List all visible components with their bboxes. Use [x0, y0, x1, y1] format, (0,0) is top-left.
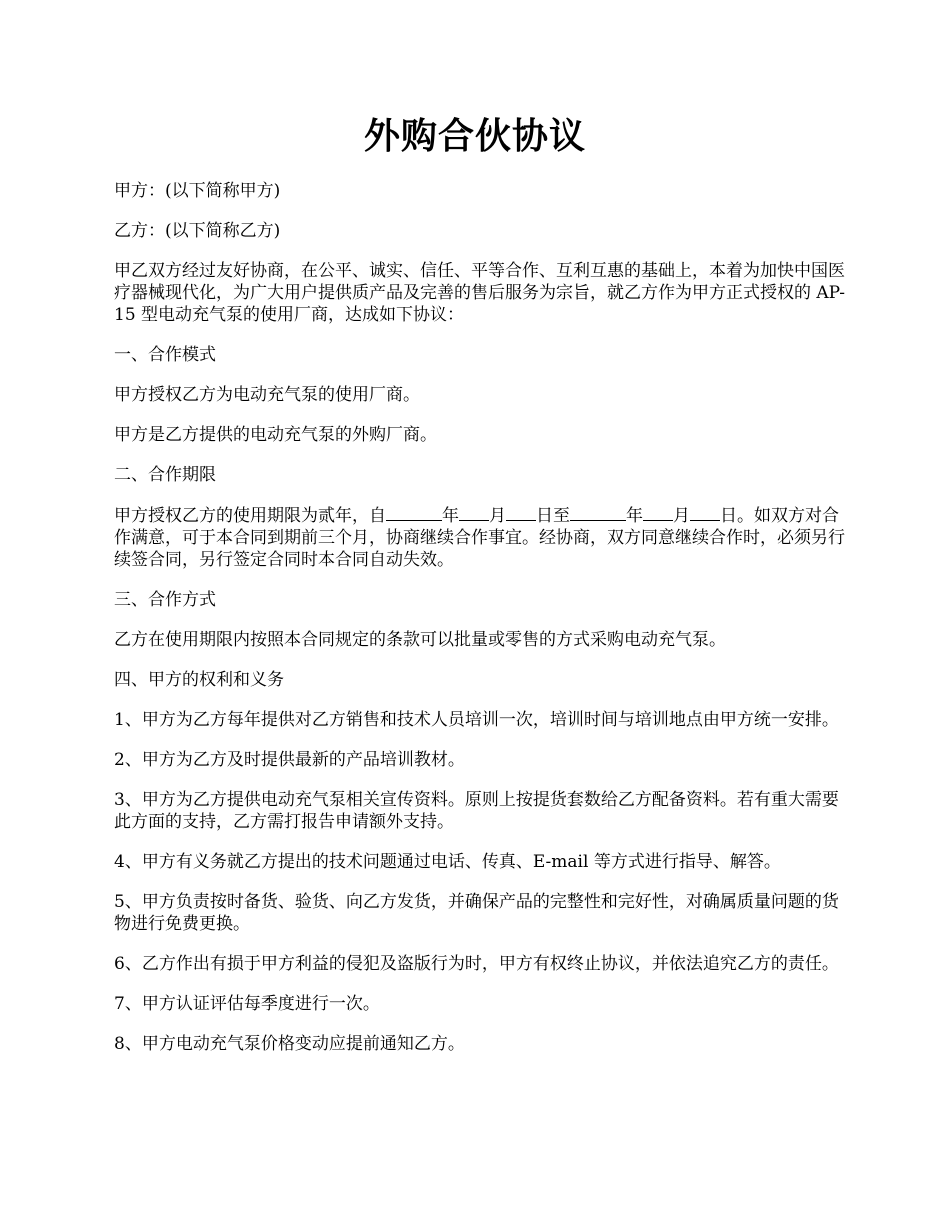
start-year-blank [386, 504, 442, 521]
section3-paragraph-1: 乙方在使用期限内按照本合同规定的条款可以批量或零售的方式采购电动充气泵。 [114, 630, 726, 650]
section-heading-party-a-rights: 四、甲方的权利和义务 [114, 670, 284, 690]
list-item: 1、甲方为乙方每年提供对乙方销售和技术人员培训一次，培训时间与培训地点由甲方统一安排。 [114, 710, 839, 730]
end-day-blank [690, 504, 720, 521]
start-day-blank [506, 504, 536, 521]
term-suffix: 如双方对合作满意，可于本合同到期前三个月，协商继续合作事宜。经协商，双方同意继续合作时，必须另行续签合同，另行签定合同时本合同自动失效。 [114, 506, 845, 570]
party-b-line: 乙方：(以下简称乙方) [114, 221, 281, 241]
party-a-line: 甲方：(以下简称甲方) [114, 181, 281, 201]
list-item: 8、甲方电动充气泵价格变动应提前通知乙方。 [114, 1034, 465, 1054]
list-item: 2、甲方为乙方及时提供最新的产品培训教材。 [114, 750, 465, 770]
end-year-blank [570, 504, 626, 521]
list-item: 7、甲方认证评估每季度进行一次。 [114, 994, 380, 1014]
day-until-label: 日至 [536, 506, 570, 526]
section1-paragraph-2: 甲方是乙方提供的电动充气泵的外购厂商。 [114, 425, 437, 445]
end-year-label: 年 [626, 506, 643, 526]
list-item: 5、甲方负责按时备货、验货、向乙方发货，并确保产品的完整性和完好性，对确属质量问题的货物进行免费更换。 [114, 892, 839, 934]
end-month-label: 月 [673, 506, 690, 526]
section2-term-paragraph [114, 504, 850, 571]
section1-paragraph-1: 甲方授权乙方为电动充气泵的使用厂商。 [114, 385, 420, 405]
document-body [114, 180, 850, 1073]
list-item: 3、甲方为乙方提供电动充气泵相关宣传资料。原则上按提货套数给乙方配备资料。若有重大需要此方面的支持，乙方需打报告申请额外支持。 [114, 790, 839, 832]
section-heading-cooperation-method: 三、合作方式 [114, 590, 216, 610]
day-end-label: 日。 [720, 506, 754, 526]
section-heading-cooperation-term: 二、合作期限 [114, 465, 216, 485]
list-item: 4、甲方有义务就乙方提出的技术问题通过电话、传真、E-mail 等方式进行指导、解答。 [114, 852, 781, 872]
start-month-blank [459, 504, 489, 521]
start-month-label: 月 [489, 506, 506, 526]
section-heading-cooperation-mode: 一、合作模式 [114, 345, 216, 365]
intro-paragraph: 甲乙双方经过友好协商，在公平、诚实、信任、平等合作、互利互惠的基础上，本着为加快中国医疗器械现代化，为广大用户提供质产品及完善的售后服务为宗旨，就乙方作为甲方正式授权的 AP-15 型电动充气泵的使用厂商，达成如下协议： [114, 261, 845, 325]
term-prefix: 甲方授权乙方的使用期限为贰年，自 [114, 506, 386, 526]
document-title: 外购合伙协议 [363, 115, 586, 157]
list-item: 6、乙方作出有损于甲方利益的侵犯及盗版行为时，甲方有权终止协议，并依法追究乙方的责任。 [114, 954, 839, 974]
end-month-blank [643, 504, 673, 521]
start-year-label: 年 [442, 506, 459, 526]
